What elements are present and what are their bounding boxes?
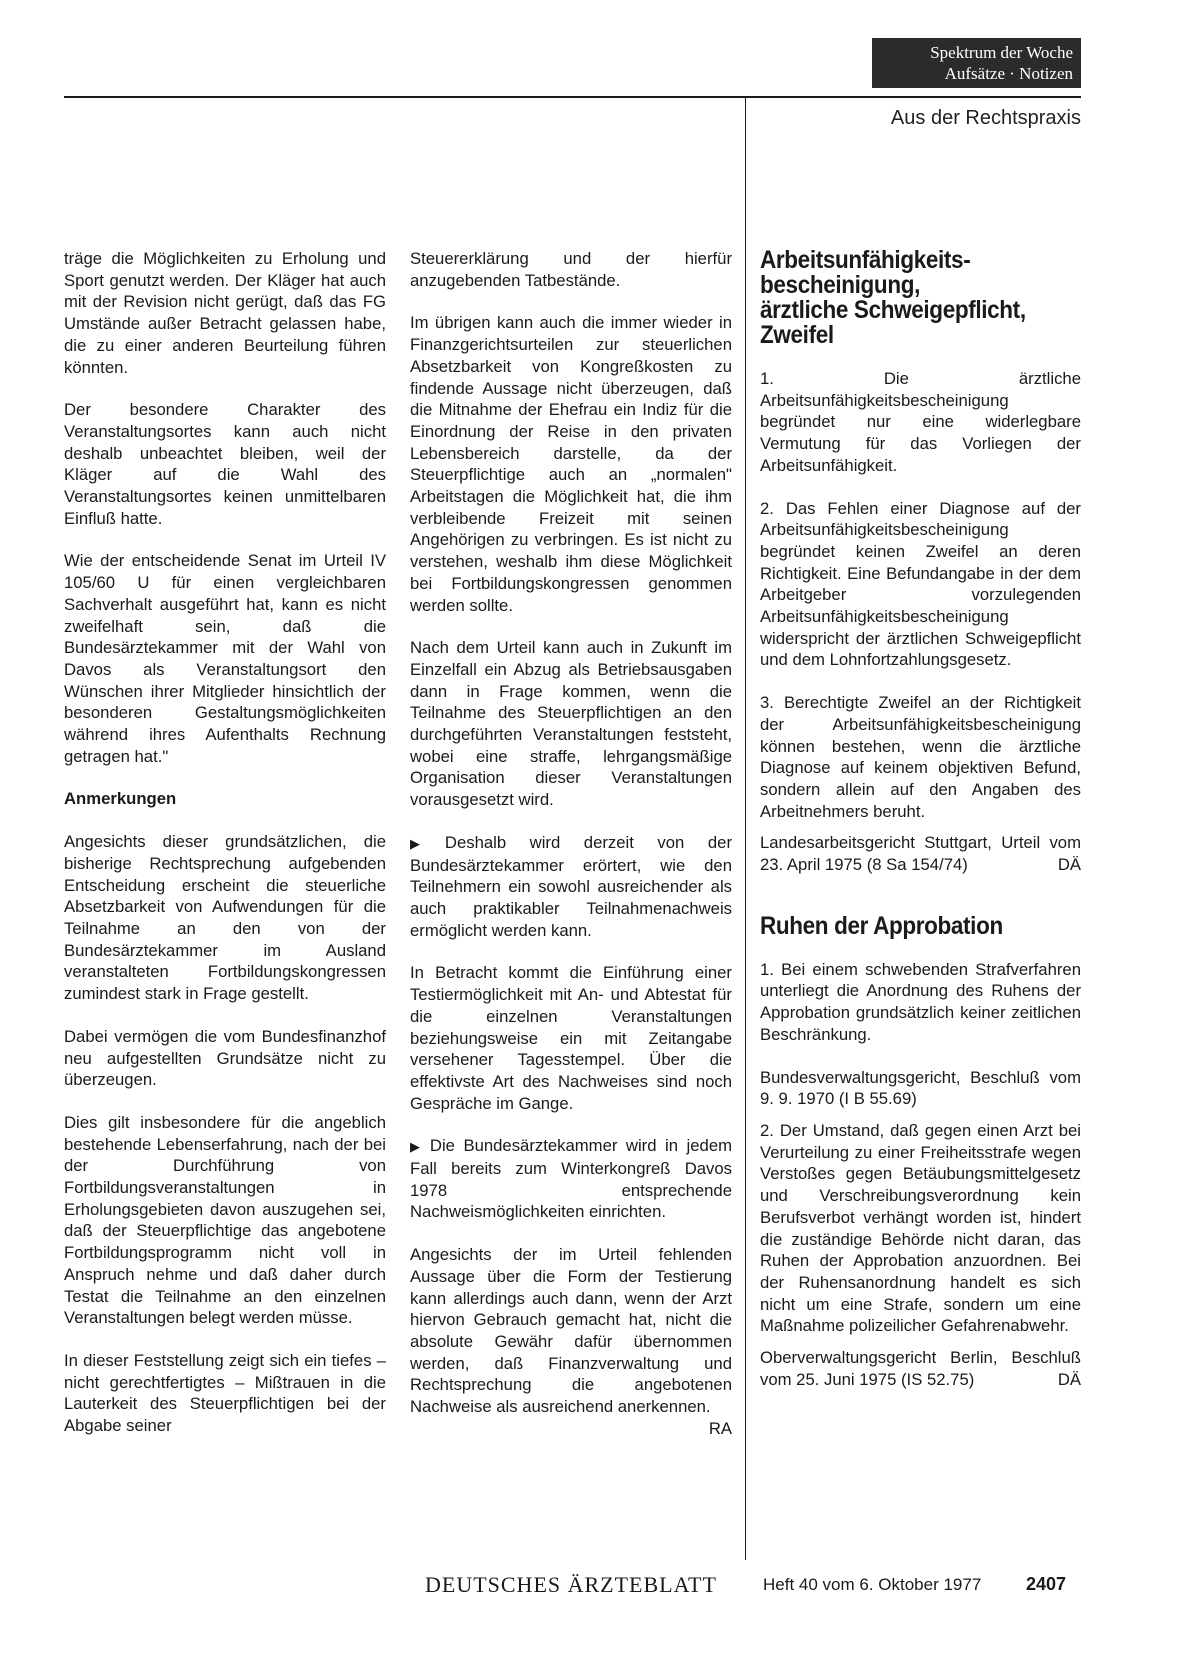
paragraph: träge die Möglichkeiten zu Erholung und Sport genutzt werden. Der Kläger hat auch mit der Revision nicht gerügt, daß das FG Umstände außer Betracht gelassen habe, die zu einer anderen Beurteilung führen könnten. xyxy=(64,249,386,377)
paragraph xyxy=(410,1244,732,1438)
article-heading-1: Arbeitsunfähigkeits- bescheinigung, ärztliche Schweigepflicht, Zweifel xyxy=(760,246,1026,349)
paragraph: 1. Bei einem schwebenden Strafverfahren unterliegt die Anordnung des Ruhens der Approbation grundsätzlich keiner zeitlichen Beschränkung. xyxy=(760,959,1081,1044)
paragraph: Der besondere Charakter des Veranstaltungsortes kann auch nicht deshalb unbeachtet bleiben, weil der Kläger auf die Wahl des Veranstaltungsortes keinen unmittelbaren Einfluß hatte. xyxy=(64,400,386,528)
paragraph: Im übrigen kann auch die immer wieder in Finanzgerichtsurteilen zur steuerlichen Absetzbarkeit von Kongreßkosten zu findende Aussage nicht überzeugen, daß die Mitnahme der Ehefrau ein Indiz für die Einordnung der Reise in den privaten Lebensbereich darstelle, da der Steuerpflichtige auch an „normalen" Arbeitstagen die Möglichkeit hat, die ihm verbleibende Freizeit mit seinen Angehörigen zu verbringen. Es ist nicht zu verstehen, weshalb ihm diese Möglichkeit bei Fortbildungskongressen genommen werden sollte. xyxy=(410,313,732,615)
subheading-anmerkungen: Anmerkungen xyxy=(64,789,177,809)
paragraph: Wie der entscheidende Senat im Urteil IV 105/60 U für einen vergleichbaren Sachverhalt ausgeführt hat, kann es nicht zweifelhaft sein, daß die Bundesärztekammer mit der Wahl von Davos als Veranstaltungsort den Wünschen ihrer Mitglieder hinsichtlich der besonderen Gestaltungsmöglichkeiten während ihres Aufenthalts Rechnung getragen hat." xyxy=(64,551,386,766)
paragraph-text: Deshalb wird derzeit von der Bundesärztekammer erörtert, wie den Teilnehmern ein sowohl ausreichender als auch praktikabler Teilnahmenachweis ermöglicht werden kann. xyxy=(410,832,732,940)
paragraph-bullet xyxy=(410,1135,732,1223)
article-heading-2: Ruhen der Approbation xyxy=(760,911,1003,940)
badge-line-2: Aufsätze · Notizen xyxy=(944,64,1073,83)
court-citation: Oberverwaltungsgericht Berlin, Beschluß vom 25. Juni 1975 (IS 52.75) DÄ xyxy=(760,1348,1081,1389)
author-signature: DÄ xyxy=(1057,1369,1081,1389)
top-rule xyxy=(64,96,1081,98)
paragraph: Angesichts dieser grundsätzlichen, die bisherige Rechtsprechung aufgebenden Entscheidung erscheint die steuerliche Absetzbarkeit von Aufwendungen für die Teilnahme an den von der Bundesärztekammer im Ausland veranstalteten Fortbildungskongressen zumindest stark in Frage gestellt. xyxy=(64,832,386,1004)
paragraph-text: Angesichts der im Urteil fehlenden Aussage über die Form der Testierung kann allerdings auch dann, wenn der Arzt hiervon Gebrauch gemacht hat, nicht die absolute Gewähr dafür übernommen werden, daß Finanzverwaltung und Rechtsprechung die angebotenen Nachweise als ausreichend anerkennen. xyxy=(410,1245,732,1417)
paragraph: Dabei vermögen die vom Bundesfinanzhof neu aufgestellten Grundsätze nicht zu überzeugen. xyxy=(64,1026,386,1090)
paragraph: 2. Das Fehlen einer Diagnose auf der Arbeitsunfähigkeitsbescheinigung begründet keinen Zweifel an deren Richtigkeit. Eine Befundangabe in der dem Arbeitgeber vorzulegenden Arbeitsunfähigkeitsbescheinigung widerspricht der ärztlichen Schweigepflicht und dem Lohnfortzahlungsgesetz. xyxy=(760,498,1081,670)
column-divider xyxy=(745,97,746,1560)
paragraph: Nach dem Urteil kann auch in Zukunft im Einzelfall ein Abzug als Betriebsausgaben dann in Frage kommen, wenn die Teilnahme des Steuerpflichtigen an den durchgeführten Veranstaltungen feststeht, wobei eine straffe, lehrgangsmäßige Organisation dieser Veranstaltungen vorausgesetzt wird. xyxy=(410,638,732,810)
section-badge xyxy=(872,38,1081,88)
page-footer xyxy=(0,1571,1178,1601)
author-signature: RA xyxy=(708,1418,732,1438)
paragraph: In Betracht kommt die Einführung einer Testiermöglichkeit mit An- und Abtestat für die einzelnen Veranstaltungen beziehungsweise ein mit Zeitangabe versehener Tagesstempel. Über die effektivste Art des Nachweises sind noch Gespräche im Gange. xyxy=(410,963,732,1113)
page-number: 2407 xyxy=(1026,1574,1067,1594)
paragraph-text: Die Bundesärztekammer wird in jedem Fall bereits zum Winterkongreß Davos 1978 entsprechende Nachweismöglichkeiten einrichten. xyxy=(410,1136,732,1222)
arrow-bullet-icon: ▶ xyxy=(410,1139,424,1155)
court-citation: Bundesverwaltungsgericht, Beschluß vom 9. 9. 1970 (I B 55.69) xyxy=(760,1067,1081,1109)
column-3 xyxy=(760,248,1081,1411)
paragraph: Dies gilt insbesondere für die angeblich bestehende Lebenserfahrung, nach der bei der Durchführung von Fortbildungsveranstaltungen in Erholungsgebieten davon auszugehen sei, daß der Steuerpflichtige das angebotene Fortbildungsprogramm nicht voll in Anspruch nehme und daß daher durch Testat die Teilnahme an den einzelnen Veranstaltungen belegt werden müsse. xyxy=(64,1112,386,1328)
journal-name: DEUTSCHES ÄRZTEBLATT xyxy=(425,1572,717,1597)
badge-line-1: Spektrum der Woche xyxy=(930,43,1073,62)
author-signature: DÄ xyxy=(1057,855,1081,875)
paragraph: 2. Der Umstand, daß gegen einen Arzt bei Verurteilung zu einer Freiheitsstrafe wegen Verstoßes gegen Betäubungsmittelgesetz und Verschreibungsverordnung kein Berufsverbot verhängt worden ist, hindert die zuständige Behörde nicht daran, das Ruhen der Approbation anzuordnen. Bei der Ruhensanordnung handelt es sich nicht um eine Strafe, sondern um eine Maßnahme polizeilicher Gefahrenabwehr. xyxy=(760,1120,1081,1336)
column-1 xyxy=(64,248,386,1458)
column-2 xyxy=(410,248,732,1439)
section-label: Aus der Rechtspraxis xyxy=(890,107,1081,129)
paragraph-bullet xyxy=(410,832,732,942)
court-citation: Landesarbeitsgericht Stuttgart, Urteil vom 23. April 1975 (8 Sa 154/74) DÄ xyxy=(760,833,1081,875)
issue-info: Heft 40 vom 6. Oktober 1977 xyxy=(763,1575,982,1594)
paragraph: Steuererklärung und der hierfür anzugebenden Tatbestände. xyxy=(410,249,732,290)
arrow-bullet-icon: ▶ xyxy=(410,835,439,851)
paragraph: In dieser Feststellung zeigt sich ein tiefes – nicht gerechtfertigtes – Mißtrauen in die Lauterkeit des Steuerpflichtigen bei der Abgabe seiner xyxy=(64,1350,386,1436)
paragraph: 1. Die ärztliche Arbeitsunfähigkeitsbescheinigung begründet nur eine widerlegbare Vermutung für das Vorliegen der Arbeitsunfähigkeit. xyxy=(760,369,1081,475)
paragraph: 3. Berechtigte Zweifel an der Richtigkeit der Arbeitsunfähigkeitsbescheinigung können bestehen, wenn die ärztliche Diagnose auf keinem objektiven Befund, sondern allein auf den Angaben des Arbeitnehmers beruht. xyxy=(760,693,1081,821)
